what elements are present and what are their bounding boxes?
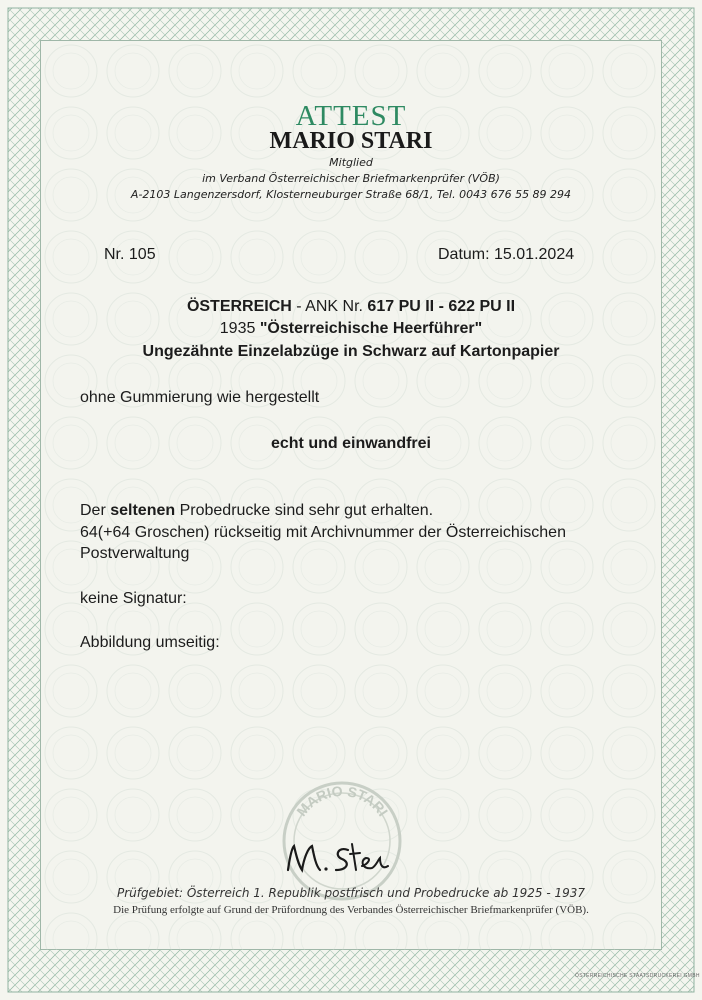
remark-line-2: 64(+64 Groschen) rückseitig mit Archivnummer der Österreichischen	[80, 524, 566, 541]
remark-emphasis: seltenen	[110, 502, 176, 519]
expert-association: im Verband Österreichischer Briefmarkenprüfer (VÖB)	[202, 172, 500, 185]
date-value: 15.01.2024	[494, 246, 575, 263]
expert-role: Mitglied	[329, 156, 373, 169]
remark-suffix: Probedrucke sind sehr gut erhalten.	[175, 502, 434, 519]
certificate-title: ATTEST	[295, 100, 407, 132]
footer-rules: Die Prüfung erfolgte auf Grund der Prüfordnung des Verbandes Österreichischer Briefmarkenprüfer (VÖB).	[113, 904, 589, 916]
subject-country: ÖSTERREICH	[186, 298, 292, 315]
seal-text: MARIO STARI	[293, 782, 392, 820]
footer-scope: Prüfgebiet: Österreich 1. Republik postfrisch und Probedrucke ab 1925 - 1937	[116, 886, 586, 900]
issue-description: Ungezähnte Einzelabzüge in Schwarz auf Kartonpapier	[142, 343, 560, 360]
issue-name: "Österreichische Heerführer"	[259, 320, 483, 337]
remark-line-3: Postverwaltung	[80, 545, 190, 562]
remark-line-1	[80, 502, 433, 520]
subject-ank-prefix: - ANK Nr.	[291, 298, 368, 315]
subject-ank-range: 617 PU II - 622 PU II	[367, 298, 516, 315]
verdict: echt und einwandfrei	[270, 435, 431, 452]
issue-year: 1935	[219, 320, 260, 337]
expert-address: A-2103 Langenzersdorf, Klosterneuburger Straße 68/1, Tel. 0043 676 55 89 294	[130, 188, 572, 201]
date-label: Datum:	[438, 246, 490, 263]
printer-imprint: ÖSTERREICHISCHE STAATSDRUCKEREI GMBH	[575, 973, 700, 979]
certificate-date-line	[438, 246, 574, 264]
gum-note: ohne Gummierung wie hergestellt	[80, 389, 320, 406]
issue-line	[0, 320, 702, 338]
remark-prefix: Der	[80, 502, 111, 519]
expert-name: MARIO STARI	[269, 128, 433, 154]
handwritten-signature	[280, 836, 400, 878]
illustration-note: Abbildung umseitig:	[80, 634, 220, 651]
certificate-number: Nr. 105	[104, 246, 156, 263]
signature-note: keine Signatur:	[80, 590, 187, 607]
subject-line	[0, 298, 702, 316]
